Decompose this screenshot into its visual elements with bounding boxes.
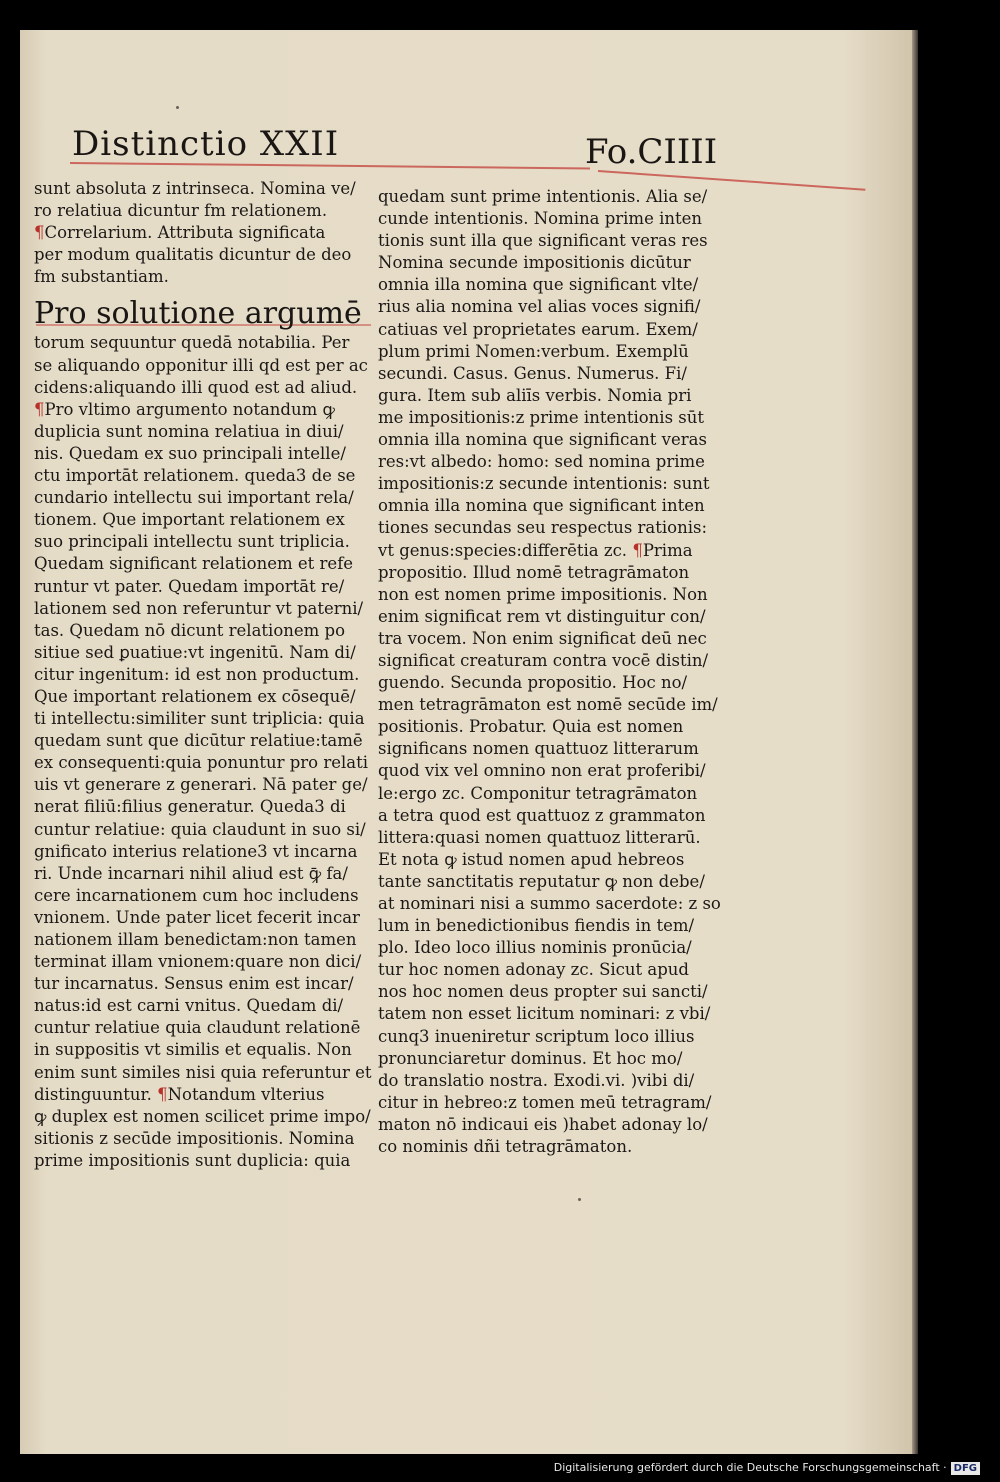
text-line: cunq3 inueniretur scriptum loco illius <box>378 1026 695 1046</box>
text-line: catiuas vel proprietates earum. Exem/ <box>378 319 698 339</box>
text-line: prime impositionis sunt duplicia: quia <box>34 1150 351 1170</box>
text-line: ¶Pro vltimo argumento notandum ꝙ <box>34 399 335 419</box>
text-line: pronunciaretur dominus. Et hoc mo/ <box>378 1048 683 1068</box>
text-line: lationem sed non referuntur vt paterni/ <box>34 598 364 618</box>
text-line: quedam sunt que dicūtur relatiue:tamē <box>34 731 363 751</box>
text-line: in suppositis vt similis et equalis. Non <box>34 1040 352 1060</box>
text-line: ctu importāt relationem. queda3 de se <box>34 466 356 486</box>
text-line: ꝙ duplex est nomen scilicet prime impo/ <box>34 1106 371 1126</box>
left-column <box>34 178 374 1172</box>
text-line: Quedam significant relationem et refe <box>34 554 354 574</box>
text-line: sunt absoluta z intrinseca. Nomina ve/ <box>34 179 356 198</box>
text-line: ri. Unde incarnari nihil aliud est ꝙ̄ fa/ <box>34 863 348 883</box>
text-line: vnionem. Unde pater licet fecerit incar <box>34 907 360 927</box>
footer-credit-text: Digitalisierung gefördert durch die Deutsche Forschungsgemeinschaft · <box>553 1461 947 1474</box>
dfg-logo: DFG <box>951 1462 980 1475</box>
text-line: impositionis:z secunde intentionis: sunt <box>378 474 710 494</box>
text-line: secundi. Casus. Genus. Numerus. Fi/ <box>378 363 687 383</box>
text-line: significans nomen quattuoz litterarum <box>378 739 699 759</box>
text-line: terminat illam vnionem:quare non dici/ <box>34 952 362 972</box>
text-line: ti intellectu:similiter sunt triplicia: quia <box>34 709 365 729</box>
text-line: res:vt albedo: homo: sed nomina prime <box>378 452 705 472</box>
paper-speck <box>578 1198 581 1201</box>
text-line: positionis. Probatur. Quia est nomen <box>378 717 684 737</box>
text-line: per modum qualitatis dicuntur de deo <box>34 245 352 265</box>
text-line: citur in hebreo:z tomen meū tetragram/ <box>378 1092 712 1112</box>
running-head-left: Distinctio XXII <box>72 124 340 164</box>
text-line: nis. Quedam ex suo principali intelle/ <box>34 443 346 463</box>
text-line: tatem non esset licitum nominari: z vbi/ <box>378 1004 711 1024</box>
text-line: le:ergo zc. Componitur tetragrāmaton <box>378 783 698 803</box>
text-line: tiones secundas seu respectus rationis: <box>378 518 708 538</box>
text-line: natus:id est carni vnitus. Quedam di/ <box>34 996 344 1016</box>
text-line: lum in benedictionibus fiendis in tem/ <box>378 916 695 936</box>
text-line: Et nota ꝙ istud nomen apud hebreos <box>378 849 685 869</box>
text-line: significat creaturam contra vocē distin/ <box>378 650 709 670</box>
text-line: omnia illa nomina que significant veras <box>378 430 707 450</box>
right-column <box>378 186 738 1158</box>
text-line: guendo. Secunda propositio. Hoc no/ <box>378 673 688 693</box>
text-line: ex consequenti:quia ponuntur pro relati <box>34 753 369 773</box>
text-line: suo principali intellectu sunt triplicia. <box>34 532 350 552</box>
text-line: omnia illa nomina que significant inten <box>378 496 705 516</box>
text-line: tra vocem. Non enim significat deū nec <box>378 628 707 648</box>
text-line: a tetra quod est quattuoz z grammaton <box>378 805 706 825</box>
text-line: ¶Correlarium. Attributa significata <box>34 223 326 243</box>
text-line: maton nō indicaui eis )habet adonay lo/ <box>378 1114 708 1134</box>
text-line: me impositionis:z prime intentionis sūt <box>378 407 705 427</box>
text-line: propositio. Illud nomē tetragrāmaton <box>378 562 690 582</box>
footer-credit <box>554 1461 980 1475</box>
left-column-body-lines <box>34 332 374 1172</box>
paper-speck <box>176 106 179 109</box>
text-line: littera:quasi nomen quattuoz litterarū. <box>378 827 701 847</box>
text-line: rius alia nomina vel alias voces signifi/ <box>378 297 701 317</box>
page-edge <box>912 30 918 1454</box>
text-line: tas. Quedam nō dicunt relationem po <box>34 620 346 640</box>
text-line: enim significat rem vt distinguitur con/ <box>378 606 706 626</box>
text-line: do translatio nostra. Exodi.vi. )vibi di/ <box>378 1070 695 1090</box>
text-line: se aliquando opponitur illi qd est per ac <box>34 355 368 375</box>
text-line: torum sequuntur quedā notabilia. Per <box>34 333 350 353</box>
text-line: tionis sunt illa que significant veras res <box>378 231 708 251</box>
text-line: tur hoc nomen adonay zc. Sicut apud <box>378 960 689 980</box>
text-line: fm substantiam. <box>34 267 169 287</box>
text-line: nationem illam benedictam:non tamen <box>34 930 357 949</box>
text-line: runtur vt pater. Quedam importāt re/ <box>34 576 345 596</box>
text-line: quod vix vel omnino non erat proferibi/ <box>378 761 706 781</box>
text-line: non est nomen prime impositionis. Non <box>378 584 708 604</box>
text-line: at nominari nisi a summo sacerdote: z so <box>378 894 721 913</box>
text-line: enim sunt similes nisi quia referuntur et <box>34 1062 372 1082</box>
text-line: nos hoc nomen deus propter sui sancti/ <box>378 982 708 1002</box>
right-column-lines <box>378 186 738 1158</box>
text-line: cidens:aliquando illi quod est ad aliud. <box>34 377 358 397</box>
text-line: tur incarnatus. Sensus enim est incar/ <box>34 974 354 994</box>
folio-number: Fo.CIIII <box>585 132 718 172</box>
text-line: gura. Item sub aliīs verbis. Nomia pri <box>378 385 692 405</box>
text-line: Que important relationem ex cōsequē/ <box>34 686 356 706</box>
text-line: tionem. Que important relationem ex <box>34 510 345 530</box>
text-line: plo. Ideo loco illius nominis pronūcia/ <box>378 938 692 958</box>
text-line: co nominis dñi tetragrāmaton. <box>378 1137 633 1157</box>
text-line: sitiue sed ꝑuatiue:vt ingenitū. Nam di/ <box>34 642 356 662</box>
text-line: gnificato interius relatione3 vt incarna <box>34 841 358 861</box>
text-line: vt genus:species:differētia zc. ¶Prima <box>378 540 693 560</box>
text-line: nerat filiū:filius generatur. Queda3 di <box>34 797 346 817</box>
text-line: tante sanctitatis reputatur ꝙ non debe/ <box>378 871 705 891</box>
text-line: distinguuntur. ¶Notandum vlterius <box>34 1084 325 1104</box>
text-line: Nomina secunde impositionis dicūtur <box>378 253 691 273</box>
text-line: sitionis z secūde impositionis. Nomina <box>34 1128 355 1148</box>
text-line: men tetragrāmaton est nomē secūde im/ <box>378 695 718 715</box>
text-line: citur ingenitum: id est non productum. <box>34 664 360 684</box>
text-line: cunde intentionis. Nomina prime inten <box>378 209 703 229</box>
text-line: duplicia sunt nomina relatiua in diui/ <box>34 421 344 441</box>
text-line: omnia illa nomina que significant vlte/ <box>378 275 699 295</box>
text-line: cundario intellectu sui important rela/ <box>34 488 354 508</box>
text-line: cuntur relatiue quia claudunt relationē <box>34 1018 361 1038</box>
text-line: cere incarnationem cum hoc includens <box>34 885 359 905</box>
text-line: ro relatiua dicuntur fm relationem. <box>34 201 328 221</box>
text-line: cuntur relatiue: quia claudunt in suo si/ <box>34 819 366 839</box>
text-line: quedam sunt prime intentionis. Alia se/ <box>378 187 708 206</box>
left-column-top-lines <box>34 178 374 288</box>
section-heading: Pro solutione argumē <box>34 296 362 332</box>
text-line: uis vt generare z generari. Nā pater ge/ <box>34 775 368 795</box>
text-line: plum primi Nomen:verbum. Exemplū <box>378 341 689 361</box>
